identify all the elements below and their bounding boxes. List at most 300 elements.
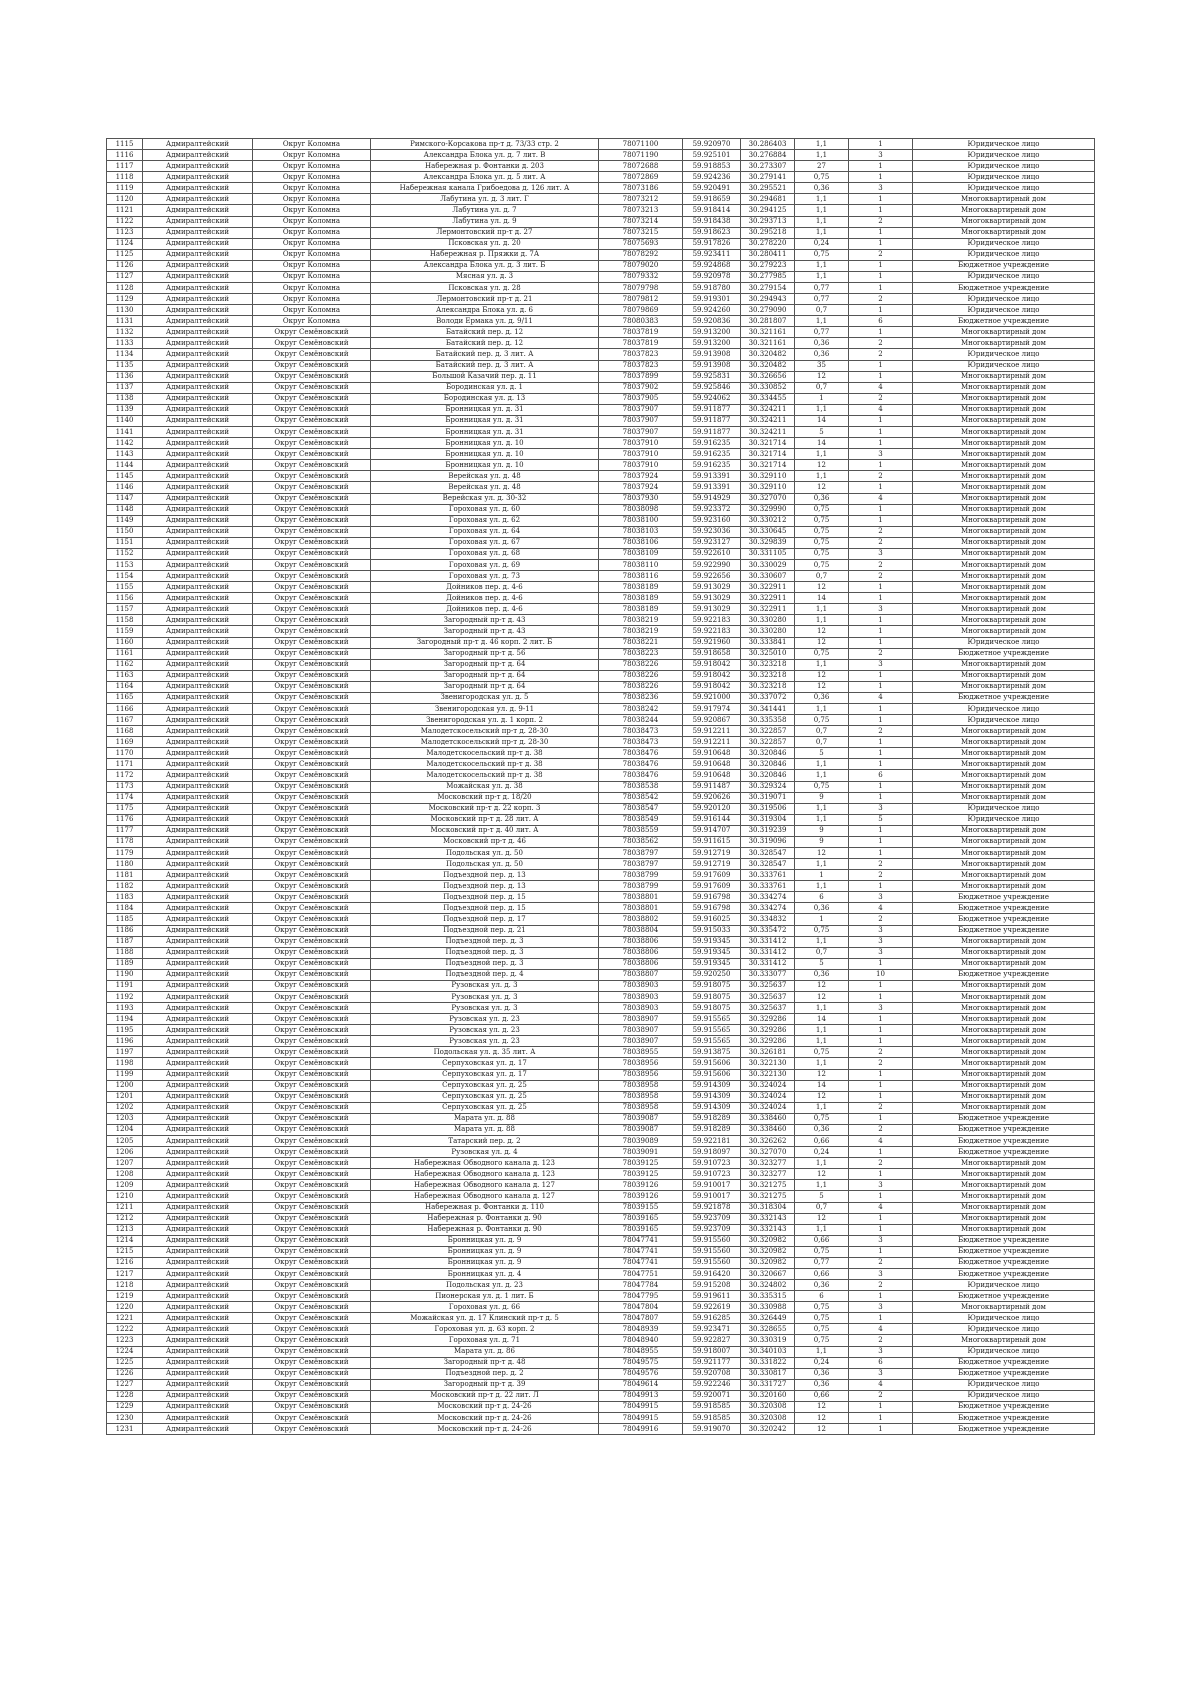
district-cell: Адмиралтейский (143, 1235, 253, 1246)
municipality-cell: Округ Семёновский (253, 1412, 371, 1423)
district-cell: Адмиралтейский (143, 493, 253, 504)
district-cell: Адмиралтейский (143, 781, 253, 792)
address-cell: Загородный пр-т д. 43 (371, 615, 599, 626)
address-cell: Загородный пр-т д. 46 корп. 2 лит. Б (371, 637, 599, 648)
code-cell: 78037899 (599, 371, 683, 382)
volume-cell: 5 (795, 427, 849, 438)
district-cell: Адмиралтейский (143, 427, 253, 438)
volume-cell: 12 (795, 1091, 849, 1102)
volume-cell: 12 (795, 582, 849, 593)
municipality-cell: Округ Семёновский (253, 571, 371, 582)
municipality-cell: Округ Семёновский (253, 1202, 371, 1213)
municipality-cell: Округ Коломна (253, 183, 371, 194)
municipality-cell: Округ Коломна (253, 316, 371, 327)
count-cell: 3 (849, 1346, 913, 1357)
municipality-cell: Округ Семёновский (253, 1235, 371, 1246)
table-row (107, 1246, 1095, 1257)
owner-type-cell: Юридическое лицо (913, 703, 1095, 714)
address-cell: Бронницкая ул. д. 31 (371, 427, 599, 438)
row-number-cell: 1202 (107, 1102, 143, 1113)
address-cell: Батайский пер. д. 3 лит. А (371, 360, 599, 371)
code-cell: 78038244 (599, 715, 683, 726)
volume-cell: 0,66 (795, 1268, 849, 1279)
table-row (107, 427, 1095, 438)
latitude-cell: 59.916235 (683, 449, 741, 460)
latitude-cell: 59.922181 (683, 1136, 741, 1147)
table-row (107, 1113, 1095, 1124)
address-cell: Московский пр-т д. 22 лит. Л (371, 1390, 599, 1401)
row-number-cell: 1132 (107, 327, 143, 338)
table-row (107, 504, 1095, 515)
municipality-cell: Округ Семёновский (253, 1136, 371, 1147)
municipality-cell: Округ Семёновский (253, 371, 371, 382)
municipality-cell: Округ Семёновский (253, 615, 371, 626)
latitude-cell: 59.918075 (683, 1003, 741, 1014)
municipality-cell: Округ Семёновский (253, 1014, 371, 1025)
municipality-cell: Округ Семёновский (253, 537, 371, 548)
code-cell: 78038223 (599, 648, 683, 659)
owner-type-cell: Многоквартирный дом (913, 781, 1095, 792)
volume-cell: 0,36 (795, 1368, 849, 1379)
owner-type-cell: Многоквартирный дом (913, 1302, 1095, 1313)
address-cell: Бронницкая ул. д. 31 (371, 404, 599, 415)
municipality-cell: Округ Семёновский (253, 980, 371, 991)
table-row (107, 1291, 1095, 1302)
owner-type-cell: Юридическое лицо (913, 238, 1095, 249)
count-cell: 2 (849, 338, 913, 349)
code-cell: 78037819 (599, 327, 683, 338)
latitude-cell: 59.920491 (683, 183, 741, 194)
volume-cell: 1,1 (795, 216, 849, 227)
count-cell: 2 (849, 1058, 913, 1069)
count-cell: 2 (849, 1390, 913, 1401)
count-cell: 4 (849, 1379, 913, 1390)
owner-type-cell: Юридическое лицо (913, 305, 1095, 316)
address-cell: Гороховая ул. д. 68 (371, 548, 599, 559)
longitude-cell: 30.281807 (741, 316, 795, 327)
municipality-cell: Округ Семёновский (253, 737, 371, 748)
code-cell: 78072869 (599, 172, 683, 183)
latitude-cell: 59.918007 (683, 1346, 741, 1357)
row-number-cell: 1212 (107, 1213, 143, 1224)
volume-cell: 1,1 (795, 1180, 849, 1191)
address-cell: Можайская ул. д. 17 Клинский пр-т д. 5 (371, 1313, 599, 1324)
code-cell: 78038547 (599, 803, 683, 814)
count-cell: 2 (849, 537, 913, 548)
municipality-cell: Округ Семёновский (253, 1069, 371, 1080)
longitude-cell: 30.318304 (741, 1202, 795, 1213)
code-cell: 78037907 (599, 404, 683, 415)
address-cell: Марата ул. д. 88 (371, 1124, 599, 1135)
count-cell: 2 (849, 571, 913, 582)
district-cell: Адмиралтейский (143, 1003, 253, 1014)
longitude-cell: 30.331822 (741, 1357, 795, 1368)
municipality-cell: Округ Семёновский (253, 1003, 371, 1014)
count-cell: 1 (849, 615, 913, 626)
municipality-cell: Округ Семёновский (253, 870, 371, 881)
longitude-cell: 30.319071 (741, 792, 795, 803)
owner-type-cell: Многоквартирный дом (913, 1180, 1095, 1191)
count-cell: 1 (849, 670, 913, 681)
district-cell: Адмиралтейский (143, 548, 253, 559)
longitude-cell: 30.320667 (741, 1268, 795, 1279)
owner-type-cell: Многоквартирный дом (913, 537, 1095, 548)
latitude-cell: 59.919611 (683, 1291, 741, 1302)
code-cell: 78039091 (599, 1147, 683, 1158)
row-number-cell: 1195 (107, 1025, 143, 1036)
table-row (107, 1379, 1095, 1390)
row-number-cell: 1215 (107, 1246, 143, 1257)
volume-cell: 0,75 (795, 249, 849, 260)
code-cell: 78038103 (599, 526, 683, 537)
latitude-cell: 59.922990 (683, 559, 741, 570)
address-cell: Бронницкая ул. д. 9 (371, 1235, 599, 1246)
district-cell: Адмиралтейский (143, 969, 253, 980)
address-cell: Верейская ул. д. 30-32 (371, 493, 599, 504)
municipality-cell: Округ Коломна (253, 216, 371, 227)
volume-cell: 0,66 (795, 1136, 849, 1147)
volume-cell: 0,36 (795, 903, 849, 914)
municipality-cell: Округ Семёновский (253, 1124, 371, 1135)
latitude-cell: 59.923160 (683, 515, 741, 526)
count-cell: 2 (849, 870, 913, 881)
row-number-cell: 1161 (107, 648, 143, 659)
municipality-cell: Округ Семёновский (253, 1224, 371, 1235)
code-cell: 78039125 (599, 1169, 683, 1180)
volume-cell: 1,1 (795, 1158, 849, 1169)
row-number-cell: 1140 (107, 415, 143, 426)
address-cell: Подольская ул. д. 23 (371, 1280, 599, 1291)
owner-type-cell: Многоквартирный дом (913, 759, 1095, 770)
owner-type-cell: Многоквартирный дом (913, 859, 1095, 870)
longitude-cell: 30.337072 (741, 692, 795, 703)
address-cell: Подольская ул. д. 50 (371, 848, 599, 859)
row-number-cell: 1116 (107, 150, 143, 161)
address-cell: Набережная Обводного канала д. 123 (371, 1169, 599, 1180)
row-number-cell: 1147 (107, 493, 143, 504)
count-cell: 1 (849, 371, 913, 382)
district-cell: Адмиралтейский (143, 925, 253, 936)
longitude-cell: 30.320160 (741, 1390, 795, 1401)
row-number-cell: 1219 (107, 1291, 143, 1302)
owner-type-cell: Многоквартирный дом (913, 427, 1095, 438)
owner-type-cell: Бюджетное учреждение (913, 1147, 1095, 1158)
row-number-cell: 1196 (107, 1036, 143, 1047)
latitude-cell: 59.916144 (683, 814, 741, 825)
district-cell: Адмиралтейский (143, 836, 253, 847)
row-number-cell: 1193 (107, 1003, 143, 1014)
row-number-cell: 1128 (107, 283, 143, 294)
code-cell: 78038473 (599, 726, 683, 737)
latitude-cell: 59.918853 (683, 161, 741, 172)
volume-cell: 12 (795, 460, 849, 471)
district-cell: Адмиралтейский (143, 1268, 253, 1279)
table-row (107, 316, 1095, 327)
volume-cell: 1,1 (795, 227, 849, 238)
code-cell: 78080383 (599, 316, 683, 327)
owner-type-cell: Многоквартирный дом (913, 770, 1095, 781)
owner-type-cell: Многоквартирный дом (913, 681, 1095, 692)
latitude-cell: 59.918042 (683, 670, 741, 681)
volume-cell: 12 (795, 1401, 849, 1412)
longitude-cell: 30.321161 (741, 338, 795, 349)
code-cell: 78038903 (599, 980, 683, 991)
code-cell: 78038116 (599, 571, 683, 582)
longitude-cell: 30.320846 (741, 748, 795, 759)
latitude-cell: 59.920626 (683, 792, 741, 803)
code-cell: 78038226 (599, 670, 683, 681)
count-cell: 4 (849, 692, 913, 703)
district-cell: Адмиралтейский (143, 482, 253, 493)
owner-type-cell: Многоквартирный дом (913, 659, 1095, 670)
longitude-cell: 30.331412 (741, 936, 795, 947)
municipality-cell: Округ Семёновский (253, 393, 371, 404)
district-cell: Адмиралтейский (143, 770, 253, 781)
latitude-cell: 59.910017 (683, 1180, 741, 1191)
address-cell: Подъездной пер. д. 13 (371, 881, 599, 892)
longitude-cell: 30.294125 (741, 205, 795, 216)
code-cell: 78038559 (599, 825, 683, 836)
code-cell: 78047804 (599, 1302, 683, 1313)
district-cell: Адмиралтейский (143, 449, 253, 460)
longitude-cell: 30.335315 (741, 1291, 795, 1302)
address-cell: Подъездной пер. д. 2 (371, 1368, 599, 1379)
code-cell: 78037910 (599, 460, 683, 471)
latitude-cell: 59.914309 (683, 1091, 741, 1102)
latitude-cell: 59.916285 (683, 1313, 741, 1324)
owner-type-cell: Юридическое лицо (913, 814, 1095, 825)
municipality-cell: Округ Семёновский (253, 1047, 371, 1058)
row-number-cell: 1199 (107, 1069, 143, 1080)
address-cell: Рузовская ул. д. 3 (371, 980, 599, 991)
owner-type-cell: Многоквартирный дом (913, 227, 1095, 238)
count-cell: 2 (849, 1335, 913, 1346)
municipality-cell: Округ Семёновский (253, 748, 371, 759)
table-row (107, 249, 1095, 260)
address-cell: Бородинская ул. д. 1 (371, 382, 599, 393)
count-cell: 3 (849, 1235, 913, 1246)
owner-type-cell: Бюджетное учреждение (913, 1246, 1095, 1257)
count-cell: 2 (849, 1124, 913, 1135)
longitude-cell: 30.277985 (741, 271, 795, 282)
longitude-cell: 30.335358 (741, 715, 795, 726)
longitude-cell: 30.279141 (741, 172, 795, 183)
row-number-cell: 1121 (107, 205, 143, 216)
address-cell: Лабутина ул. д. 7 (371, 205, 599, 216)
owner-type-cell: Юридическое лицо (913, 1346, 1095, 1357)
row-number-cell: 1162 (107, 659, 143, 670)
row-number-cell: 1141 (107, 427, 143, 438)
address-cell: Большой Казачий пер. д. 11 (371, 371, 599, 382)
volume-cell: 0,66 (795, 1390, 849, 1401)
owner-type-cell: Юридическое лицо (913, 1379, 1095, 1390)
volume-cell: 1,1 (795, 449, 849, 460)
municipality-cell: Округ Коломна (253, 194, 371, 205)
district-cell: Адмиралтейский (143, 1401, 253, 1412)
district-cell: Адмиралтейский (143, 172, 253, 183)
latitude-cell: 59.913391 (683, 482, 741, 493)
row-number-cell: 1174 (107, 792, 143, 803)
municipality-cell: Округ Семёновский (253, 726, 371, 737)
district-cell: Адмиралтейский (143, 759, 253, 770)
longitude-cell: 30.325010 (741, 648, 795, 659)
code-cell: 78048940 (599, 1335, 683, 1346)
address-cell: Бронницкая ул. д. 31 (371, 415, 599, 426)
volume-cell: 1 (795, 393, 849, 404)
longitude-cell: 30.338460 (741, 1124, 795, 1135)
municipality-cell: Округ Семёновский (253, 925, 371, 936)
row-number-cell: 1168 (107, 726, 143, 737)
volume-cell: 0,75 (795, 526, 849, 537)
district-cell: Адмиралтейский (143, 1335, 253, 1346)
address-cell: Володи Ермака ул. д. 9/11 (371, 316, 599, 327)
latitude-cell: 59.916025 (683, 914, 741, 925)
code-cell: 78038956 (599, 1058, 683, 1069)
owner-type-cell: Многоквартирный дом (913, 670, 1095, 681)
table-row (107, 1080, 1095, 1091)
municipality-cell: Округ Коломна (253, 305, 371, 316)
latitude-cell: 59.925831 (683, 371, 741, 382)
row-number-cell: 1150 (107, 526, 143, 537)
address-cell: Подъездной пер. д. 21 (371, 925, 599, 936)
table-row (107, 1058, 1095, 1069)
latitude-cell: 59.922610 (683, 548, 741, 559)
owner-type-cell: Многоквартирный дом (913, 1047, 1095, 1058)
longitude-cell: 30.324024 (741, 1102, 795, 1113)
municipality-cell: Округ Семёновский (253, 526, 371, 537)
owner-type-cell: Многоквартирный дом (913, 449, 1095, 460)
municipality-cell: Округ Семёновский (253, 449, 371, 460)
volume-cell: 0,75 (795, 504, 849, 515)
row-number-cell: 1134 (107, 349, 143, 360)
volume-cell: 1,1 (795, 1346, 849, 1357)
count-cell: 1 (849, 271, 913, 282)
volume-cell: 0,24 (795, 1147, 849, 1158)
count-cell: 1 (849, 438, 913, 449)
latitude-cell: 59.910648 (683, 770, 741, 781)
volume-cell: 9 (795, 836, 849, 847)
municipality-cell: Округ Семёновский (253, 892, 371, 903)
code-cell: 78038219 (599, 626, 683, 637)
municipality-cell: Округ Семёновский (253, 836, 371, 847)
count-cell: 2 (849, 393, 913, 404)
row-number-cell: 1152 (107, 548, 143, 559)
code-cell: 78038100 (599, 515, 683, 526)
latitude-cell: 59.915565 (683, 1036, 741, 1047)
owner-type-cell: Многоквартирный дом (913, 726, 1095, 737)
district-cell: Адмиралтейский (143, 1213, 253, 1224)
volume-cell: 0,75 (795, 172, 849, 183)
volume-cell: 1,1 (795, 316, 849, 327)
owner-type-cell: Многоквартирный дом (913, 216, 1095, 227)
volume-cell: 0,75 (795, 1335, 849, 1346)
owner-type-cell: Многоквартирный дом (913, 1080, 1095, 1091)
municipality-cell: Округ Коломна (253, 238, 371, 249)
address-cell: Загородный пр-т д. 48 (371, 1357, 599, 1368)
count-cell: 1 (849, 737, 913, 748)
owner-type-cell: Многоквартирный дом (913, 1069, 1095, 1080)
owner-type-cell: Бюджетное учреждение (913, 903, 1095, 914)
longitude-cell: 30.334274 (741, 892, 795, 903)
row-number-cell: 1204 (107, 1124, 143, 1135)
table-row (107, 670, 1095, 681)
code-cell: 78038802 (599, 914, 683, 925)
owner-type-cell: Бюджетное учреждение (913, 1412, 1095, 1423)
count-cell: 2 (849, 1102, 913, 1113)
code-cell: 78049614 (599, 1379, 683, 1390)
code-cell: 78047741 (599, 1235, 683, 1246)
longitude-cell: 30.331412 (741, 947, 795, 958)
table-row (107, 626, 1095, 637)
code-cell: 78038226 (599, 681, 683, 692)
latitude-cell: 59.920978 (683, 271, 741, 282)
district-cell: Адмиралтейский (143, 881, 253, 892)
municipality-cell: Округ Семёновский (253, 1091, 371, 1102)
volume-cell: 0,77 (795, 1257, 849, 1268)
longitude-cell: 30.322911 (741, 593, 795, 604)
municipality-cell: Округ Семёновский (253, 903, 371, 914)
volume-cell: 1,1 (795, 659, 849, 670)
address-cell: Лабутина ул. д. 9 (371, 216, 599, 227)
address-cell: Александра Блока ул. д. 5 лит. А (371, 172, 599, 183)
code-cell: 78038473 (599, 737, 683, 748)
address-cell: Дойников пер. д. 4-6 (371, 582, 599, 593)
municipality-cell: Округ Семёновский (253, 1158, 371, 1169)
row-number-cell: 1122 (107, 216, 143, 227)
volume-cell: 0,75 (795, 925, 849, 936)
code-cell: 78038807 (599, 969, 683, 980)
code-cell: 78038189 (599, 593, 683, 604)
longitude-cell: 30.322130 (741, 1058, 795, 1069)
municipality-cell: Округ Семёновский (253, 637, 371, 648)
municipality-cell: Округ Семёновский (253, 848, 371, 859)
owner-type-cell: Бюджетное учреждение (913, 1424, 1095, 1435)
count-cell: 2 (849, 648, 913, 659)
municipality-cell: Округ Семёновский (253, 1147, 371, 1158)
municipality-cell: Округ Семёновский (253, 460, 371, 471)
code-cell: 78049915 (599, 1401, 683, 1412)
volume-cell: 12 (795, 681, 849, 692)
address-cell: Бронницкая ул. д. 10 (371, 438, 599, 449)
row-number-cell: 1124 (107, 238, 143, 249)
district-cell: Адмиралтейский (143, 260, 253, 271)
count-cell: 1 (849, 172, 913, 183)
count-cell: 1 (849, 139, 913, 150)
longitude-cell: 30.329324 (741, 781, 795, 792)
district-cell: Адмиралтейский (143, 504, 253, 515)
owner-type-cell: Бюджетное учреждение (913, 1257, 1095, 1268)
code-cell: 78047784 (599, 1280, 683, 1291)
row-number-cell: 1178 (107, 836, 143, 847)
municipality-cell: Округ Семёновский (253, 1080, 371, 1091)
table-row (107, 460, 1095, 471)
latitude-cell: 59.923411 (683, 249, 741, 260)
volume-cell: 1,1 (795, 604, 849, 615)
longitude-cell: 30.320482 (741, 360, 795, 371)
row-number-cell: 1218 (107, 1280, 143, 1291)
municipality-cell: Округ Коломна (253, 249, 371, 260)
row-number-cell: 1190 (107, 969, 143, 980)
longitude-cell: 30.333761 (741, 870, 795, 881)
table-row (107, 349, 1095, 360)
longitude-cell: 30.319096 (741, 836, 795, 847)
latitude-cell: 59.918623 (683, 227, 741, 238)
code-cell: 78038799 (599, 870, 683, 881)
latitude-cell: 59.918414 (683, 205, 741, 216)
latitude-cell: 59.923127 (683, 537, 741, 548)
count-cell: 6 (849, 1357, 913, 1368)
row-number-cell: 1170 (107, 748, 143, 759)
